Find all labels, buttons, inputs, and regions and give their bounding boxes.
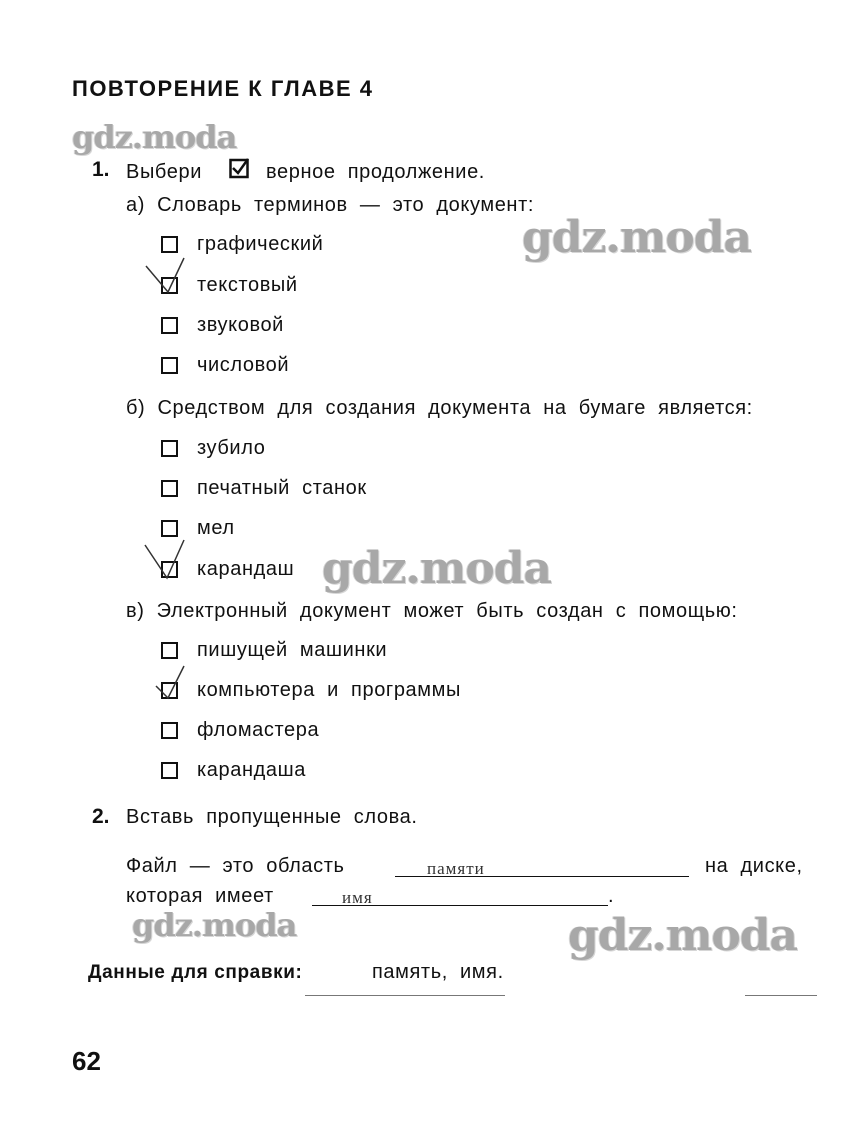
option-label: карандаша [197,759,306,781]
option-label: числовой [197,354,290,376]
reference-words: память, имя. [372,961,504,983]
checkbox-1a-option-4[interactable] [161,357,178,374]
checkbox-1b-option-1[interactable] [161,440,178,457]
option-label: печатный станок [197,477,367,499]
checkbox-1c-option-4[interactable] [161,762,178,779]
option-label: фломастера [197,719,320,741]
page-title: ПОВТОРЕНИЕ К ГЛАВЕ 4 [72,76,374,101]
question-1a-prompt: а) Словарь терминов — это документ: [126,194,534,216]
checkbox-1c-option-3[interactable] [161,722,178,739]
checkbox-1b-option-3[interactable] [161,520,178,537]
option-label: текстовый [197,274,298,296]
option-label: зубило [197,437,266,459]
watermark: gdz.moda [568,910,798,961]
answer-2-field[interactable]: имя [342,888,373,907]
fill-line-2-start: которая имеет [126,885,274,907]
pencil-check-icon [140,536,190,586]
decorative-line [305,995,505,996]
checkbox-1a-option-1[interactable] [161,236,178,253]
checkbox-1b-option-2[interactable] [161,480,178,497]
watermark: gdz.moda [522,212,752,263]
question-1-instruction-start: Выбери [126,161,202,183]
reference-label: Данные для справки: [88,962,303,983]
question-1c-prompt: в) Электронный документ может быть создан с помощью: [126,600,738,622]
watermark: gdz.moda [132,906,297,944]
page-number: 62 [72,1046,101,1076]
fill-line-1-start: Файл — это область [126,855,345,877]
question-1b-prompt: б) Средством для создания документа на бумаге является: [126,397,753,419]
option-label: компьютера и программы [197,679,461,701]
fill-line-2-end: . [608,885,615,907]
decorative-line [745,995,817,996]
watermark: gdz.moda [322,543,552,594]
option-label: карандаш [197,558,295,580]
option-label: мел [197,517,235,539]
option-label: пишущей машинки [197,639,388,661]
option-label: звуковой [197,314,284,336]
watermark: gdz.moda [72,118,237,156]
checkbox-sample-icon [229,158,251,180]
checkbox-1c-option-1[interactable] [161,642,178,659]
question-1-number: 1. [92,158,110,181]
question-1-instruction-end: верное продолжение. [266,161,485,183]
option-label: графический [197,233,324,255]
question-2-number: 2. [92,805,110,828]
checkbox-1a-option-3[interactable] [161,317,178,334]
pencil-check-icon [150,662,190,702]
question-2-instruction: Вставь пропущенные слова. [126,806,418,828]
answer-1-field[interactable]: памяти [427,859,485,878]
pencil-check-icon [140,256,190,298]
fill-line-1-end: на диске, [705,855,803,877]
